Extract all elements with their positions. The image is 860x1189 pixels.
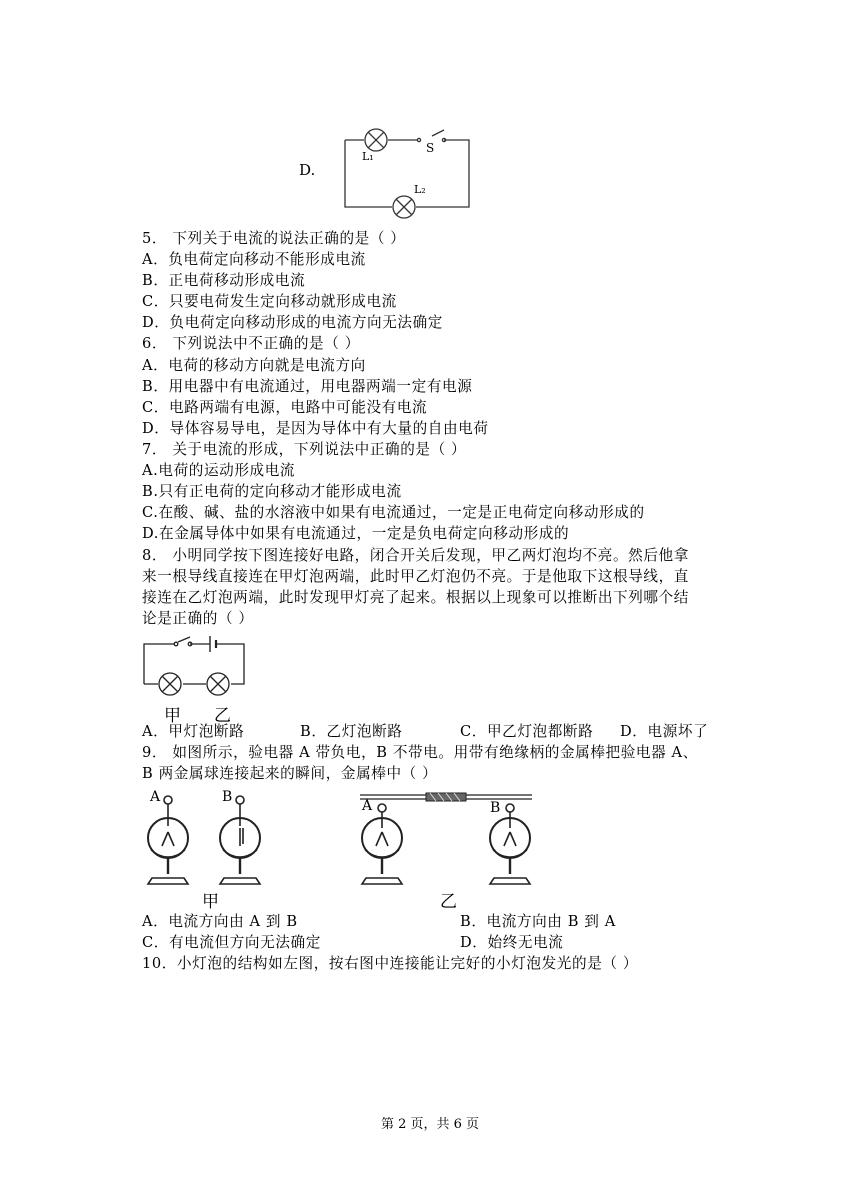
q8-stem-line-2: 来一根导线直接连在甲灯泡两端，此时甲乙灯泡仍不亮。于是他取下这根导线，直: [142, 568, 689, 585]
q7-stem: 7． 关于电流的形成，下列说法中正确的是（ ）: [142, 441, 467, 458]
q9-stem-line-1: 9． 如图所示，验电器 A 带负电，B 不带电。用带有绝缘柄的金属棒把验电器 A、: [142, 744, 698, 761]
q9-fig-jia-b-label: B: [222, 789, 233, 805]
q10-stem: 10．小灯泡的结构如左图，按右图中连接能让完好的小灯泡发光的是（ ）: [142, 955, 639, 972]
q7-option-c: C.在酸、碱、盐的水溶液中如果有电流通过，一定是正电荷定向移动形成的: [142, 504, 645, 521]
q8-option-b: B．乙灯泡断路: [300, 723, 403, 740]
lamp-l2-label: L₂: [414, 183, 426, 196]
page-footer: 第 2 页，共 6 页: [380, 1117, 480, 1132]
q9-stem-line-2: B 两金属球连接起来的瞬间，金属棒中（ ）: [142, 765, 438, 782]
q7-option-a: A.电荷的运动形成电流: [142, 462, 296, 479]
q9-fig-yi-caption: 乙: [440, 892, 457, 912]
q6-option-d: D．导体容易导电，是因为导体中有大量的自由电荷: [142, 420, 489, 437]
q5-option-d: D．负电荷定向移动形成的电流方向无法确定: [142, 314, 443, 331]
q9-fig-jia-caption: 甲: [202, 892, 219, 912]
q5-option-c: C．只要电荷发生定向移动就形成电流: [142, 293, 397, 310]
q9-electroscope-figure-yi: [356, 790, 536, 892]
q9-fig-yi-a-label: A: [362, 798, 373, 814]
q9-option-c: C．有电流但方向无法确定: [142, 934, 321, 951]
q5-option-a: A．负电荷定向移动不能形成电流: [142, 251, 366, 268]
q8-stem-line-3: 接连在乙灯泡两端，此时发现甲灯亮了起来。根据以上现象可以推断出下列哪个结: [142, 589, 689, 606]
q8-circuit-diagram: [140, 632, 250, 697]
q9-fig-jia-a-label: A: [150, 789, 161, 805]
q8-option-a: A．甲灯泡断路: [142, 723, 245, 740]
q6-option-a: A．电荷的移动方向就是电流方向: [142, 357, 366, 374]
q8-option-d: D．电源坏了: [620, 723, 709, 740]
q7-option-b: B.只有正电荷的定向移动才能形成电流: [142, 483, 402, 500]
q4-d-circuit-diagram: [340, 126, 475, 218]
q5-stem: 5． 下列关于电流的说法正确的是（ ）: [142, 230, 406, 247]
q9-option-b: B．电流方向由 B 到 A: [460, 913, 616, 930]
lamp-l1-label: L₁: [362, 150, 374, 163]
q8-stem-line-4: 论是正确的（ ）: [142, 610, 254, 627]
q6-option-b: B．用电器中有电流通过，用电器两端一定有电源: [142, 378, 473, 395]
q8-lamp-yi-label: 乙: [214, 706, 231, 726]
q9-fig-yi-b-label: B: [490, 800, 501, 816]
q9-option-a: A．电流方向由 A 到 B: [142, 913, 298, 930]
q5-option-b: B．正电荷移动形成电流: [142, 272, 306, 289]
switch-s-label: S: [426, 141, 435, 155]
q6-stem: 6． 下列说法中不正确的是（ ）: [142, 335, 360, 352]
q9-option-d: D．始终无电流: [460, 934, 564, 951]
q8-lamp-jia-label: 甲: [164, 706, 181, 726]
q9-electroscope-figure-jia: [140, 792, 280, 892]
q7-option-d: D.在金属导体中如果有电流通过，一定是负电荷定向移动形成的: [142, 525, 570, 542]
q4-option-d-label: D.: [299, 161, 316, 179]
q8-stem-line-1: 8． 小明同学按下图连接好电路，闭合开关后发现，甲乙两灯泡均不亮。然后他拿: [142, 547, 689, 564]
q8-option-c: C．甲乙灯泡都断路: [460, 723, 594, 740]
q6-option-c: C．电路两端有电源，电路中可能没有电流: [142, 399, 428, 416]
